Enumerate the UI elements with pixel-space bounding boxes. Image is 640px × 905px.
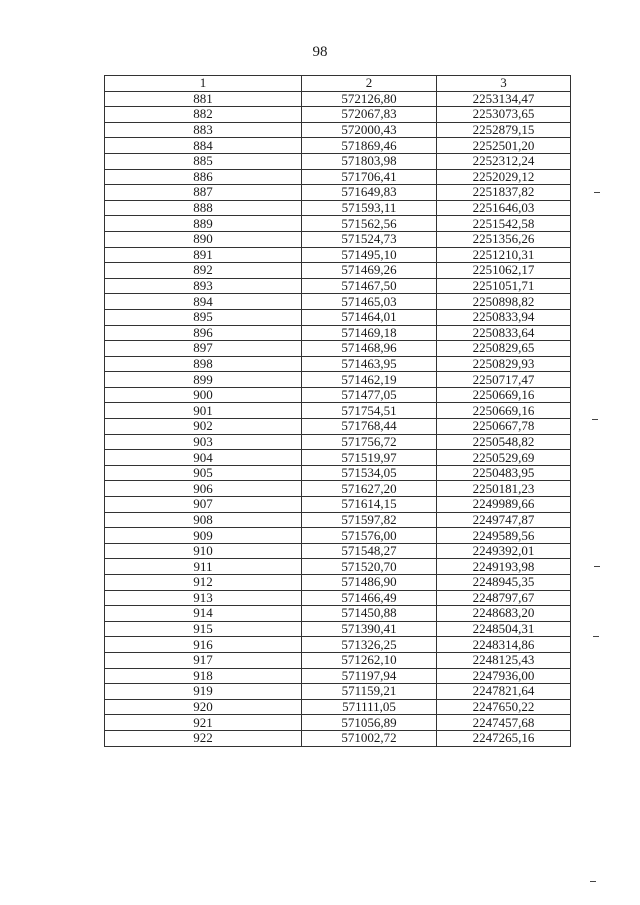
table-row bbox=[105, 637, 571, 653]
y-coordinate-cell: 2250717,47 bbox=[437, 372, 571, 388]
y-coordinate-cell: 2252029,12 bbox=[437, 169, 571, 185]
point-number-cell: 883 bbox=[105, 122, 302, 138]
table-row bbox=[105, 543, 571, 559]
point-number-cell: 907 bbox=[105, 497, 302, 513]
x-coordinate-cell: 572067,83 bbox=[302, 107, 437, 123]
point-number-cell: 915 bbox=[105, 621, 302, 637]
table-row bbox=[105, 684, 571, 700]
x-coordinate-cell: 571706,41 bbox=[302, 169, 437, 185]
table-row bbox=[105, 559, 571, 575]
point-number-cell: 898 bbox=[105, 356, 302, 372]
point-number-cell: 919 bbox=[105, 684, 302, 700]
x-coordinate-cell: 572000,43 bbox=[302, 122, 437, 138]
y-coordinate-cell: 2250529,69 bbox=[437, 450, 571, 466]
y-coordinate-cell: 2248797,67 bbox=[437, 590, 571, 606]
x-coordinate-cell: 571463,95 bbox=[302, 356, 437, 372]
x-coordinate-cell: 571754,51 bbox=[302, 403, 437, 419]
point-number-cell: 894 bbox=[105, 294, 302, 310]
table-header-row bbox=[105, 76, 571, 92]
point-number-cell: 896 bbox=[105, 325, 302, 341]
table-row bbox=[105, 465, 571, 481]
x-coordinate-cell: 571469,26 bbox=[302, 263, 437, 279]
table-row bbox=[105, 372, 571, 388]
table-row bbox=[105, 387, 571, 403]
table-row bbox=[105, 169, 571, 185]
y-coordinate-cell: 2249193,98 bbox=[437, 559, 571, 575]
x-coordinate-cell: 571495,10 bbox=[302, 247, 437, 263]
table-row bbox=[105, 153, 571, 169]
point-number-cell: 906 bbox=[105, 481, 302, 497]
point-number-cell: 904 bbox=[105, 450, 302, 466]
point-number-cell: 897 bbox=[105, 341, 302, 357]
table-row bbox=[105, 668, 571, 684]
y-coordinate-cell: 2251356,26 bbox=[437, 231, 571, 247]
table-row bbox=[105, 278, 571, 294]
y-coordinate-cell: 2250483,95 bbox=[437, 465, 571, 481]
y-coordinate-cell: 2252501,20 bbox=[437, 138, 571, 154]
table-row bbox=[105, 497, 571, 513]
x-coordinate-cell: 571869,46 bbox=[302, 138, 437, 154]
x-coordinate-cell: 571627,20 bbox=[302, 481, 437, 497]
y-coordinate-cell: 2250833,94 bbox=[437, 309, 571, 325]
x-coordinate-cell: 571390,41 bbox=[302, 621, 437, 637]
point-number-cell: 908 bbox=[105, 512, 302, 528]
point-number-cell: 885 bbox=[105, 153, 302, 169]
x-coordinate-cell: 571519,97 bbox=[302, 450, 437, 466]
x-coordinate-cell: 571056,89 bbox=[302, 715, 437, 731]
point-number-cell: 909 bbox=[105, 528, 302, 544]
point-number-cell: 917 bbox=[105, 652, 302, 668]
x-coordinate-cell: 571462,19 bbox=[302, 372, 437, 388]
point-number-cell: 893 bbox=[105, 278, 302, 294]
table-row bbox=[105, 247, 571, 263]
column-header-2: 2 bbox=[302, 76, 437, 92]
y-coordinate-cell: 2248683,20 bbox=[437, 606, 571, 622]
y-coordinate-cell: 2253134,47 bbox=[437, 91, 571, 107]
table-row bbox=[105, 107, 571, 123]
x-coordinate-cell: 571520,70 bbox=[302, 559, 437, 575]
table-row bbox=[105, 652, 571, 668]
x-coordinate-cell: 571002,72 bbox=[302, 730, 437, 746]
y-coordinate-cell: 2250669,16 bbox=[437, 387, 571, 403]
y-coordinate-cell: 2249589,56 bbox=[437, 528, 571, 544]
point-number-cell: 882 bbox=[105, 107, 302, 123]
point-number-cell: 922 bbox=[105, 730, 302, 746]
table-row bbox=[105, 356, 571, 372]
table-row bbox=[105, 434, 571, 450]
x-coordinate-cell: 571464,01 bbox=[302, 309, 437, 325]
x-coordinate-cell: 571768,44 bbox=[302, 419, 437, 435]
y-coordinate-cell: 2247265,16 bbox=[437, 730, 571, 746]
table-row bbox=[105, 621, 571, 637]
point-number-cell: 913 bbox=[105, 590, 302, 606]
table-row bbox=[105, 200, 571, 216]
table-row bbox=[105, 294, 571, 310]
point-number-cell: 899 bbox=[105, 372, 302, 388]
table-row bbox=[105, 512, 571, 528]
point-number-cell: 905 bbox=[105, 465, 302, 481]
x-coordinate-cell: 571262,10 bbox=[302, 652, 437, 668]
x-coordinate-cell: 571597,82 bbox=[302, 512, 437, 528]
x-coordinate-cell: 571197,94 bbox=[302, 668, 437, 684]
x-coordinate-cell: 571159,21 bbox=[302, 684, 437, 700]
table-row bbox=[105, 575, 571, 591]
y-coordinate-cell: 2249989,66 bbox=[437, 497, 571, 513]
table-row bbox=[105, 528, 571, 544]
point-number-cell: 903 bbox=[105, 434, 302, 450]
x-coordinate-cell: 572126,80 bbox=[302, 91, 437, 107]
point-number-cell: 881 bbox=[105, 91, 302, 107]
table-row bbox=[105, 263, 571, 279]
y-coordinate-cell: 2251051,71 bbox=[437, 278, 571, 294]
x-coordinate-cell: 571534,05 bbox=[302, 465, 437, 481]
point-number-cell: 902 bbox=[105, 419, 302, 435]
table-row bbox=[105, 325, 571, 341]
y-coordinate-cell: 2249392,01 bbox=[437, 543, 571, 559]
table-row bbox=[105, 403, 571, 419]
point-number-cell: 888 bbox=[105, 200, 302, 216]
y-coordinate-cell: 2251837,82 bbox=[437, 185, 571, 201]
x-coordinate-cell: 571326,25 bbox=[302, 637, 437, 653]
table-row bbox=[105, 730, 571, 746]
x-coordinate-cell: 571593,11 bbox=[302, 200, 437, 216]
x-coordinate-cell: 571468,96 bbox=[302, 341, 437, 357]
x-coordinate-cell: 571486,90 bbox=[302, 575, 437, 591]
point-number-cell: 884 bbox=[105, 138, 302, 154]
x-coordinate-cell: 571469,18 bbox=[302, 325, 437, 341]
point-number-cell: 890 bbox=[105, 231, 302, 247]
y-coordinate-cell: 2251062,17 bbox=[437, 263, 571, 279]
x-coordinate-cell: 571576,00 bbox=[302, 528, 437, 544]
margin-mark bbox=[594, 192, 600, 193]
y-coordinate-cell: 2250667,78 bbox=[437, 419, 571, 435]
x-coordinate-cell: 571562,56 bbox=[302, 216, 437, 232]
x-coordinate-cell: 571803,98 bbox=[302, 153, 437, 169]
point-number-cell: 901 bbox=[105, 403, 302, 419]
x-coordinate-cell: 571467,50 bbox=[302, 278, 437, 294]
point-number-cell: 920 bbox=[105, 699, 302, 715]
point-number-cell: 892 bbox=[105, 263, 302, 279]
x-coordinate-cell: 571614,15 bbox=[302, 497, 437, 513]
x-coordinate-cell: 571548,27 bbox=[302, 543, 437, 559]
y-coordinate-cell: 2253073,65 bbox=[437, 107, 571, 123]
y-coordinate-cell: 2248314,86 bbox=[437, 637, 571, 653]
column-header-1: 1 bbox=[105, 76, 302, 92]
y-coordinate-cell: 2251542,58 bbox=[437, 216, 571, 232]
table-row bbox=[105, 138, 571, 154]
table-row bbox=[105, 231, 571, 247]
y-coordinate-cell: 2247650,22 bbox=[437, 699, 571, 715]
margin-mark bbox=[594, 566, 600, 567]
point-number-cell: 912 bbox=[105, 575, 302, 591]
y-coordinate-cell: 2250898,82 bbox=[437, 294, 571, 310]
x-coordinate-cell: 571649,83 bbox=[302, 185, 437, 201]
x-coordinate-cell: 571756,72 bbox=[302, 434, 437, 450]
table-row bbox=[105, 185, 571, 201]
point-number-cell: 918 bbox=[105, 668, 302, 684]
x-coordinate-cell: 571465,03 bbox=[302, 294, 437, 310]
table-row bbox=[105, 590, 571, 606]
table-row bbox=[105, 606, 571, 622]
point-number-cell: 891 bbox=[105, 247, 302, 263]
table-row bbox=[105, 91, 571, 107]
point-number-cell: 911 bbox=[105, 559, 302, 575]
x-coordinate-cell: 571524,73 bbox=[302, 231, 437, 247]
y-coordinate-cell: 2251646,03 bbox=[437, 200, 571, 216]
x-coordinate-cell: 571477,05 bbox=[302, 387, 437, 403]
point-number-cell: 887 bbox=[105, 185, 302, 201]
table-row bbox=[105, 419, 571, 435]
x-coordinate-cell: 571450,88 bbox=[302, 606, 437, 622]
point-number-cell: 889 bbox=[105, 216, 302, 232]
column-header-3: 3 bbox=[437, 76, 571, 92]
page-number: 98 bbox=[312, 44, 328, 60]
point-number-cell: 886 bbox=[105, 169, 302, 185]
y-coordinate-cell: 2250669,16 bbox=[437, 403, 571, 419]
margin-mark bbox=[593, 636, 599, 637]
y-coordinate-cell: 2248504,31 bbox=[437, 621, 571, 637]
y-coordinate-cell: 2248125,43 bbox=[437, 652, 571, 668]
table-row bbox=[105, 715, 571, 731]
table-row bbox=[105, 450, 571, 466]
table-row bbox=[105, 309, 571, 325]
y-coordinate-cell: 2250548,82 bbox=[437, 434, 571, 450]
coordinates-table bbox=[104, 75, 571, 747]
y-coordinate-cell: 2250833,64 bbox=[437, 325, 571, 341]
table-row bbox=[105, 216, 571, 232]
y-coordinate-cell: 2249747,87 bbox=[437, 512, 571, 528]
y-coordinate-cell: 2247821,64 bbox=[437, 684, 571, 700]
table-row bbox=[105, 341, 571, 357]
point-number-cell: 910 bbox=[105, 543, 302, 559]
point-number-cell: 900 bbox=[105, 387, 302, 403]
point-number-cell: 916 bbox=[105, 637, 302, 653]
y-coordinate-cell: 2252879,15 bbox=[437, 122, 571, 138]
table-row bbox=[105, 122, 571, 138]
y-coordinate-cell: 2250829,65 bbox=[437, 341, 571, 357]
x-coordinate-cell: 571466,49 bbox=[302, 590, 437, 606]
y-coordinate-cell: 2250829,93 bbox=[437, 356, 571, 372]
y-coordinate-cell: 2251210,31 bbox=[437, 247, 571, 263]
point-number-cell: 895 bbox=[105, 309, 302, 325]
y-coordinate-cell: 2248945,35 bbox=[437, 575, 571, 591]
margin-mark bbox=[590, 881, 596, 882]
y-coordinate-cell: 2250181,23 bbox=[437, 481, 571, 497]
y-coordinate-cell: 2247457,68 bbox=[437, 715, 571, 731]
table-row bbox=[105, 699, 571, 715]
table-body bbox=[105, 76, 571, 747]
x-coordinate-cell: 571111,05 bbox=[302, 699, 437, 715]
margin-mark bbox=[592, 419, 598, 420]
point-number-cell: 921 bbox=[105, 715, 302, 731]
point-number-cell: 914 bbox=[105, 606, 302, 622]
y-coordinate-cell: 2247936,00 bbox=[437, 668, 571, 684]
table-row bbox=[105, 481, 571, 497]
y-coordinate-cell: 2252312,24 bbox=[437, 153, 571, 169]
